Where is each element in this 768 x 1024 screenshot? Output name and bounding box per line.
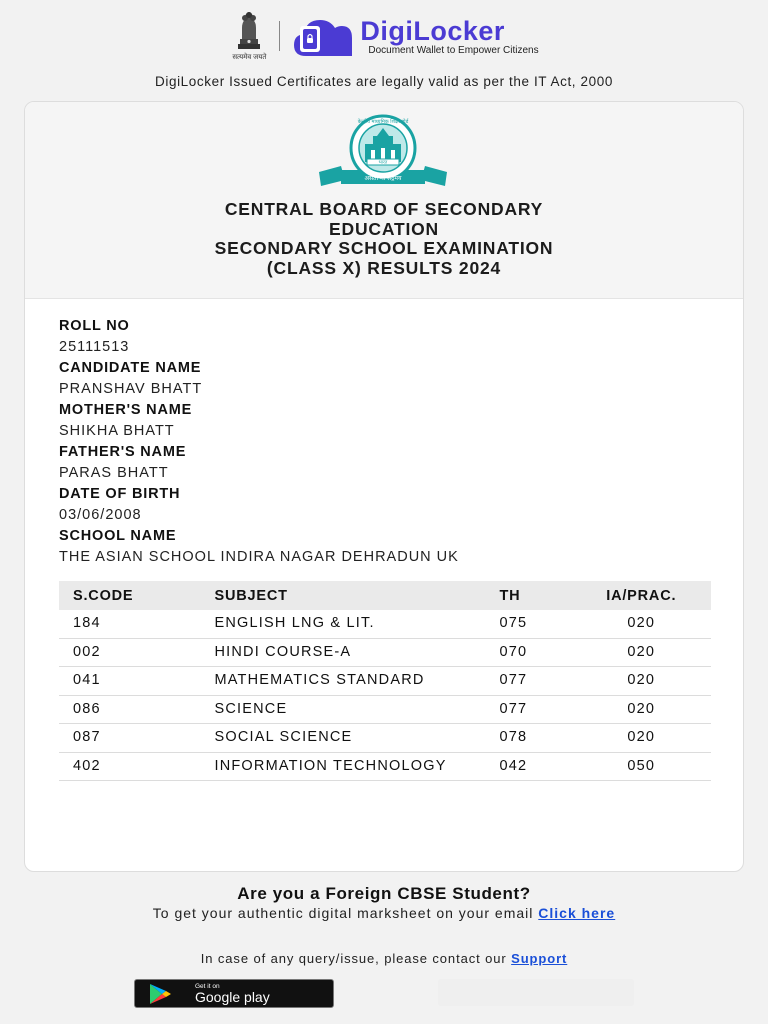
brand-block — [360, 17, 538, 56]
cell-ia: 020 — [572, 638, 711, 667]
school-name-value: THE ASIAN SCHOOL INDIRA NAGAR DEHRADUN UK — [59, 549, 459, 565]
table-row — [59, 610, 711, 638]
card-header — [25, 102, 743, 299]
col-header-th: TH — [485, 581, 571, 610]
col-header-scode: S.CODE — [59, 581, 200, 610]
ashoka-emblem-icon — [234, 8, 264, 52]
national-emblem — [229, 8, 269, 64]
board-title — [25, 200, 743, 278]
cell-subject: HINDI COURSE-A — [200, 638, 485, 667]
marks-table — [59, 581, 711, 781]
support-caption: In case of any query/issue, please contact our — [200, 951, 512, 966]
col-header-subject: SUBJECT — [200, 581, 485, 610]
header-divider — [279, 21, 280, 51]
table-row — [59, 667, 711, 696]
cbse-logo-icon — [305, 114, 461, 190]
candidate-name-value: PRANSHAV BHATT — [59, 381, 203, 397]
cell-th: 042 — [485, 752, 571, 781]
cell-ia: 020 — [572, 724, 711, 753]
mother-name-label: MOTHER'S NAME — [59, 402, 193, 418]
cell-scode: 402 — [59, 752, 200, 781]
board-title-line: (CLASS X) RESULTS 2024 — [266, 257, 502, 278]
emblem-caption: सत्यमेव जयते — [232, 54, 267, 61]
table-row — [59, 724, 711, 753]
cell-scode: 041 — [59, 667, 200, 696]
cell-scode: 002 — [59, 638, 200, 667]
cell-ia: 020 — [572, 610, 711, 638]
header — [0, 0, 768, 72]
father-name-label: FATHER'S NAME — [59, 444, 187, 460]
candidate-details — [59, 316, 709, 568]
marksheet-email-text — [50, 904, 718, 922]
support-text — [0, 951, 768, 966]
cbse-logo-motto: असतो मा सद्गमय — [364, 175, 402, 182]
brand-tagline: Document Wallet to Empower Citizens — [368, 44, 539, 56]
google-play-label: Google play — [195, 988, 270, 1005]
dob-label: DATE OF BIRTH — [59, 486, 181, 502]
school-name-label: SCHOOL NAME — [59, 528, 177, 544]
roll-no-label: ROLL NO — [59, 318, 130, 334]
board-title-line: EDUCATION — [329, 218, 439, 239]
father-name-value: PARAS BHATT — [59, 465, 169, 481]
cell-th: 078 — [485, 724, 571, 753]
click-here-link[interactable]: Click here — [538, 905, 616, 921]
app-store-placeholder — [438, 979, 634, 1006]
brand-name: DigiLocker — [360, 15, 505, 46]
board-title-line: CENTRAL BOARD OF SECONDARY — [224, 199, 544, 219]
digilocker-cloud-icon — [292, 12, 354, 60]
cell-th: 077 — [485, 667, 571, 696]
cell-th: 077 — [485, 695, 571, 724]
cell-ia: 020 — [572, 667, 711, 696]
foreign-student-question: Are you a Foreign CBSE Student? — [237, 884, 531, 903]
table-row — [59, 638, 711, 667]
cell-subject: MATHEMATICS STANDARD — [200, 667, 485, 696]
dob-value: 03/06/2008 — [59, 507, 142, 523]
legal-notice: DigiLocker Issued Certificates are legally valid as per the IT Act, 2000 — [155, 74, 613, 89]
support-link[interactable]: Support — [511, 951, 568, 966]
table-row — [59, 752, 711, 781]
cell-ia: 020 — [572, 695, 711, 724]
roll-no-value: 25111513 — [59, 339, 130, 355]
result-card — [24, 101, 744, 872]
google-play-small-label: Get it on — [195, 982, 220, 990]
board-title-line: SECONDARY SCHOOL EXAMINATION — [214, 238, 554, 258]
cell-subject: SOCIAL SCIENCE — [200, 724, 485, 753]
mother-name-value: SHIKHA BHATT — [59, 423, 175, 439]
cell-th: 070 — [485, 638, 571, 667]
col-header-ia: IA/PRAC. — [572, 581, 711, 610]
candidate-name-label: CANDIDATE NAME — [59, 360, 202, 376]
cell-scode: 086 — [59, 695, 200, 724]
cell-ia: 050 — [572, 752, 711, 781]
cbse-logo-text-mid: भारत — [378, 160, 388, 166]
google-play-text — [195, 983, 270, 1005]
cell-subject: SCIENCE — [200, 695, 485, 724]
cell-th: 075 — [485, 610, 571, 638]
cell-scode: 184 — [59, 610, 200, 638]
marks-table-header — [59, 581, 711, 610]
cbse-logo-text-top: केन्द्रीय माध्यमिक शिक्षा बोर्ड — [357, 119, 409, 125]
table-row — [59, 695, 711, 724]
marksheet-email-caption: To get your authentic digital marksheet on your email — [152, 905, 539, 921]
cell-subject: INFORMATION TECHNOLOGY — [200, 752, 485, 781]
cell-subject: ENGLISH LNG & LIT. — [200, 610, 485, 638]
google-play-button[interactable] — [134, 979, 334, 1008]
cell-scode: 087 — [59, 724, 200, 753]
google-play-icon — [147, 983, 173, 1005]
